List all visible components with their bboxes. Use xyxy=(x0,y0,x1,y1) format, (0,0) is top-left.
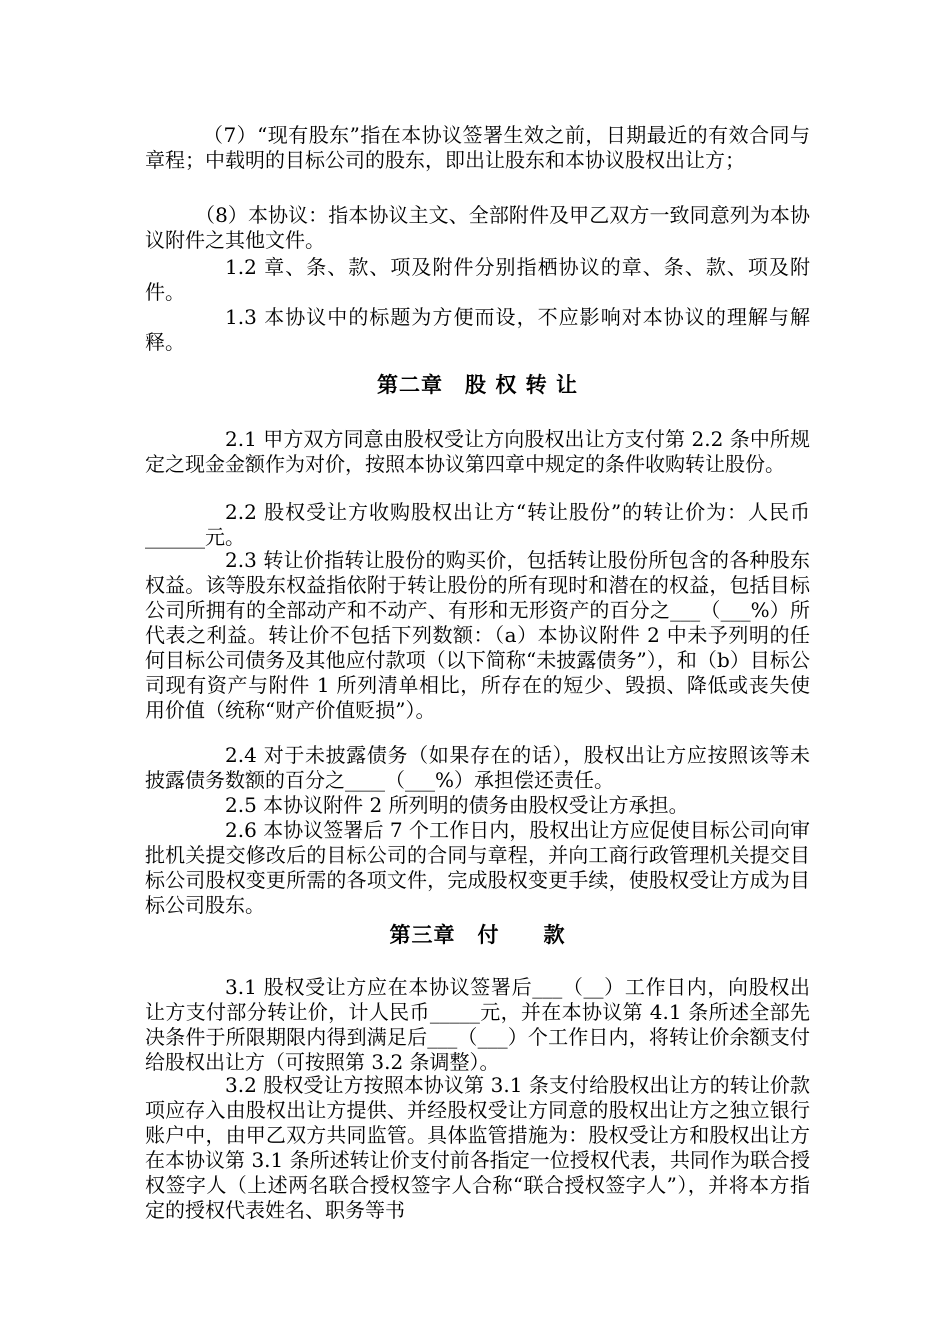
clause-2-4: 2.4 对于未披露债务（如果存在的话），股权出让方应按照该等未披露债务数额的百分之____（___%）承担偿还责任。 xyxy=(145,743,810,792)
clause-2-2: 2.2 股权受让方收购股权出让方“转让股份”的转让价为：人民币______元。 xyxy=(145,500,810,549)
clause-1-1-8: （8）本协议：指本协议主文、全部附件及甲乙双方一致同意列为本协议附件之其他文件。 xyxy=(145,203,810,252)
clause-3-1: 3.1 股权受让方应在本协议签署后___（__）工作日内，向股权出让方支付部分转让价，计人民币_____元，并在本协议第 4.1 条所述全部先决条件于所限期限内得到满足后___（___）个工作日内，将转让价余额支付给股权出让方（可按照第 3.2 条调整）。 xyxy=(145,975,810,1074)
clause-2-1: 2.1 甲方双方同意由股权受让方向股权出让方支付第 2.2 条中所规定之现金金额作为对价，按照本协议第四章中规定的条件收购转让股份。 xyxy=(145,427,810,476)
clause-1-2: 1.2 章、条、款、项及附件分别指栖协议的章、条、款、项及附件。 xyxy=(145,255,810,304)
chapter-2-heading: 第二章 股 权 转 让 xyxy=(377,372,578,397)
chapter-3-heading: 第三章 付 款 xyxy=(389,922,566,947)
clause-2-3: 2.3 转让价指转让股份的购买价，包括转让股份所包含的各种股东权益。该等股东权益指依附于转让股份的所有现时和潜在的权益，包括目标公司所拥有的全部动产和不动产、有形和无形资产的百分之___（___%）所代表之利益。转让价不包括下列数额：（a）本协议附件 2 中未予列明的任何目标公司债务及其他应付款项（以下简称“未披露债务”），和（b）目标公司现有资产与附件 1 所列清单相比，所存在的短少、毁损、降低或丧失使用价值（统称“财产价值贬损”）。 xyxy=(145,548,810,722)
clause-3-2: 3.2 股权受让方按照本协议第 3.1 条支付给股权出让方的转让价款项应存入由股权出让方提供、并经股权受让方同意的股权出让方之独立银行账户中，由甲乙双方共同监管。具体监管措施为：股权受让方和股权出让方在本协议第 3.1 条所述转让价支付前各指定一位授权代表，共同作为联合授权签字人（上述两名联合授权签字人合称“联合授权签字人”），并将本方指定的授权代表姓名、职务等书 xyxy=(145,1073,810,1222)
clause-1-3: 1.3 本协议中的标题为方便而设，不应影响对本协议的理解与解释。 xyxy=(145,305,810,354)
clause-2-5: 2.5 本协议附件 2 所列明的债务由股权受让方承担。 xyxy=(225,793,689,817)
clause-1-1-7: （7）“现有股东”指在本协议签署生效之前，日期最近的有效合同与章程；中载明的目标公司的股东，即出让股东和本协议股权出让方； xyxy=(145,123,810,172)
clause-2-6: 2.6 本协议签署后 7 个工作日内，股权出让方应促使目标公司向审批机关提交修改后的目标公司的合同与章程，并向工商行政管理机关提交目标公司股权变更所需的各项文件，完成股权变更手续，使股权受让方成为目标公司股东。 xyxy=(145,818,810,917)
